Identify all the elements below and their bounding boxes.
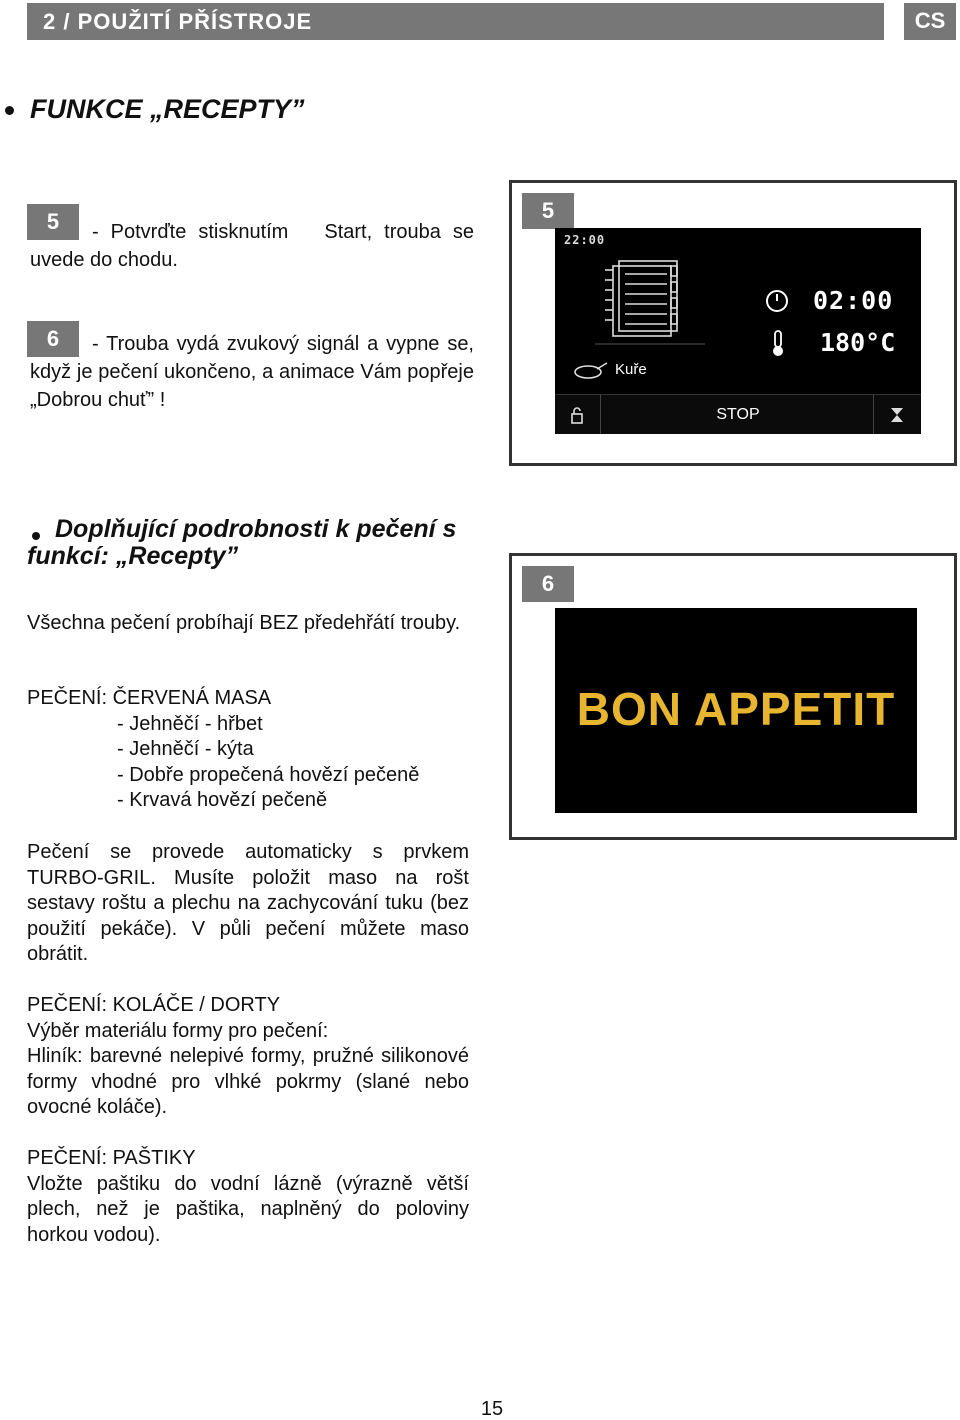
figure-5 [509, 180, 957, 466]
header-bar [27, 3, 884, 40]
figure-6-tag: 6 [522, 566, 574, 602]
section-title: FUNKCE „RECEPTY” [30, 94, 305, 124]
bon-appetit-display [555, 608, 917, 813]
stop-button[interactable]: STOP [716, 406, 760, 423]
step-5-text [30, 218, 474, 274]
cakes-line-2: Hliník: barevné nelepivé formy, pružné silikonové formy vhodné pro vlhké pokrmy (slané nebo ovocné koláče). [27, 1045, 469, 1118]
chicken-icon [573, 361, 609, 381]
clock-readout: 22:00 [564, 233, 606, 247]
cakes-section [27, 993, 469, 1121]
step-5-lead: - Potvrďte stisknutím [92, 221, 289, 243]
pates-text: Vložte paštiku do vodní lázně (výrazně větší plech, než je paštika, naplněný do poloviny horkou vodou). [27, 1172, 469, 1246]
timer-icon [764, 288, 790, 314]
cakes-line-1: Výběr materiálu formy pro pečení: [27, 1019, 329, 1042]
step-6-body: - Trouba vydá zvukový signál a vypne se, když je pečení ukončeno, a animace Vám popřeje „Dobrou chuť” ! [30, 333, 474, 411]
language-badge: CS [904, 3, 956, 40]
red-meat-list [27, 686, 419, 814]
intro-text: Všechna pečení probíhají BEZ předehřátí trouby. [27, 612, 461, 634]
figure-5-tag: 5 [522, 193, 574, 229]
thermometer-icon [770, 329, 786, 357]
cakes-heading: PEČENÍ: KOLÁČE / DORTY [27, 994, 281, 1016]
display-bottom-bar [555, 394, 921, 434]
duration-readout: 02:00 [813, 286, 894, 315]
pates-section [27, 1146, 469, 1248]
subsection-title: Doplňující podrobnosti k pečení s funkcí: „Recepty” [27, 515, 457, 570]
step-5-rest: Start, trouba se uvede do chodu. [30, 221, 474, 271]
list-item: - Jehněčí - hřbet [117, 712, 263, 735]
bullet-icon [5, 106, 14, 115]
recipe-label: Kuře [615, 361, 647, 378]
step-6-text [30, 330, 474, 414]
header-title: 2 / POUŽITÍ PŘÍSTROJE [43, 9, 313, 34]
step-6-badge: 6 [27, 321, 79, 357]
red-meat-heading: PEČENÍ: ČERVENÁ MASA [27, 687, 272, 709]
divider [873, 395, 874, 434]
temperature-readout: 180°C [820, 328, 896, 357]
list-item: - Krvavá hovězí pečeně [117, 789, 328, 811]
list-item: - Dobře propečená hovězí pečeně [117, 763, 420, 786]
hourglass-icon [890, 407, 904, 423]
oven-display [555, 228, 921, 434]
pates-heading: PEČENÍ: PAŠTIKY [27, 1147, 196, 1169]
list-item: - Jehněčí - kýta [117, 738, 254, 760]
page-number: 15 [480, 1398, 504, 1420]
step-5-badge: 5 [27, 204, 79, 240]
red-meat-note: Pečení se provede automaticky s prvkem TURBO-GRIL. Musíte položit maso na rošt sestavy roštu a plechu na zachycování tuku (bez použití pekáče). V půli pečení můžete maso obrátit. [27, 841, 469, 965]
bon-appetit-message: BON APPETIT [576, 683, 896, 735]
figure-6 [509, 553, 957, 840]
